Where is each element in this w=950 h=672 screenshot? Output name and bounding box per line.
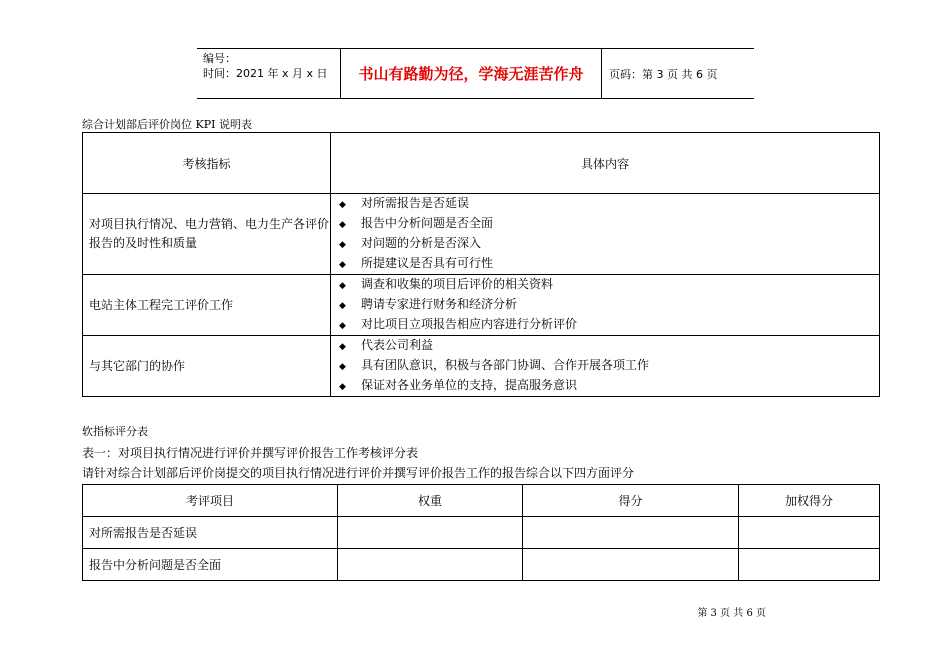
bullet-icon: ◆ <box>339 220 346 230</box>
motto: 书山有路勤为径，学海无涯苦作舟 <box>340 49 602 98</box>
number-label: 编号： <box>203 52 236 65</box>
time-label: 时间：2021 年 x 月 x 日 <box>203 67 328 80</box>
table-row <box>83 336 880 397</box>
header-weighted-score: 加权得分 <box>739 485 880 517</box>
score-weight[interactable] <box>338 517 523 549</box>
bullet-icon: ◆ <box>339 382 346 392</box>
header-item: 考评项目 <box>83 485 338 517</box>
page-header <box>197 48 754 99</box>
table-row <box>83 194 880 275</box>
list-item: ◆ 对所需报告是否延误 <box>339 194 879 214</box>
score-item: 对所需报告是否延误 <box>83 517 338 549</box>
list-item: ◆ 对比项目立项报告相应内容进行分析评价 <box>339 315 879 335</box>
kpi-items <box>331 336 880 397</box>
header-weight: 权重 <box>338 485 523 517</box>
score-weight[interactable] <box>338 549 523 581</box>
list-item: ◆ 所提建议是否具有可行性 <box>339 254 879 274</box>
bullet-icon: ◆ <box>339 260 346 270</box>
table-row <box>83 517 880 549</box>
score-score[interactable] <box>523 549 739 581</box>
list-item: ◆ 具有团队意识，积极与各部门协调、合作开展各项工作 <box>339 356 879 376</box>
table-row <box>83 549 880 581</box>
kpi-indicator: 与其它部门的协作 <box>83 336 331 397</box>
bullet-icon: ◆ <box>339 240 346 250</box>
kpi-indicator: 对项目执行情况、电力营销、电力生产各评价报告的及时性和质量 <box>83 194 331 275</box>
score-table <box>82 484 880 581</box>
header-indicator: 考核指标 <box>83 133 331 194</box>
list-item: ◆ 聘请专家进行财务和经济分析 <box>339 295 879 315</box>
bullet-icon: ◆ <box>339 281 346 291</box>
score-item: 报告中分析问题是否全面 <box>83 549 338 581</box>
list-item: ◆ 对问题的分析是否深入 <box>339 234 879 254</box>
bullet-icon: ◆ <box>339 321 346 331</box>
score-weighted[interactable] <box>739 549 880 581</box>
page-label: 页码：第 3 页 共 6 页 <box>609 68 718 81</box>
header-content: 具体内容 <box>331 133 880 194</box>
table-row <box>83 275 880 336</box>
bullet-icon: ◆ <box>339 362 346 372</box>
bullet-icon: ◆ <box>339 342 346 352</box>
bullet-icon: ◆ <box>339 200 346 210</box>
list-item: ◆ 报告中分析问题是否全面 <box>339 214 879 234</box>
kpi-indicator: 电站主体工程完工评价工作 <box>83 275 331 336</box>
bullet-icon: ◆ <box>339 301 346 311</box>
page-footer: 第 3 页 共 6 页 <box>697 608 766 619</box>
soft-instruction: 请针对综合计划部后评价岗提交的项目执行情况进行评价并撰写评价报告工作的报告综合以下四方面评分 <box>82 466 635 480</box>
kpi-table-header <box>83 133 880 194</box>
soft-section-title: 软指标评分表 <box>82 425 148 438</box>
kpi-items <box>331 275 880 336</box>
score-weighted[interactable] <box>739 517 880 549</box>
kpi-table-caption: 综合计划部后评价岗位 KPI 说明表 <box>82 118 252 131</box>
soft-table-title: 表一：对项目执行情况进行评价并撰写评价报告工作考核评分表 <box>82 446 419 460</box>
header-score: 得分 <box>523 485 739 517</box>
score-score[interactable] <box>523 517 739 549</box>
kpi-items <box>331 194 880 275</box>
list-item: ◆ 保证对各业务单位的支持，提高服务意识 <box>339 376 879 396</box>
score-table-header <box>83 485 880 517</box>
list-item: ◆ 代表公司利益 <box>339 336 879 356</box>
list-item: ◆ 调查和收集的项目后评价的相关资料 <box>339 275 879 295</box>
header-meta <box>203 51 328 81</box>
kpi-table <box>82 132 880 397</box>
